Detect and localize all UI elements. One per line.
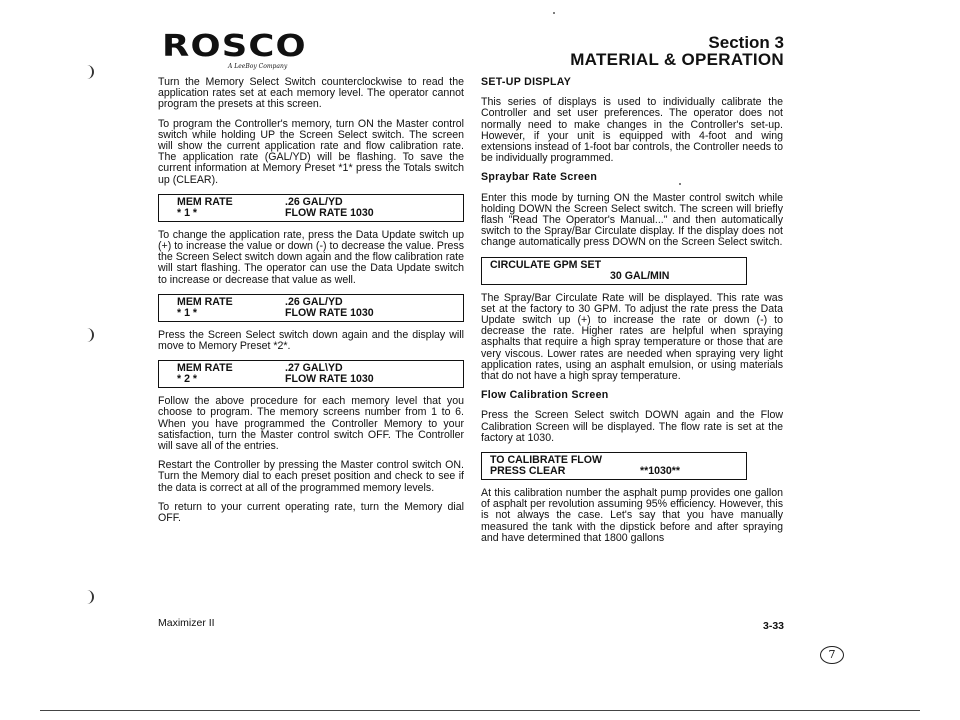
paragraph: Turn the Memory Select Switch counterclockwise to read the application rates set at each memory level. The operator cannot program the presets at this screen. — [158, 76, 464, 111]
section-number: Section 3 — [708, 33, 784, 52]
display-box-mem-1 — [158, 194, 464, 222]
display-text: FLOW RATE 1030 — [285, 373, 374, 386]
subheading: SET-UP DISPLAY — [481, 76, 572, 88]
display-text: TO CALIBRATE FLOW — [490, 454, 603, 467]
paragraph: Restart the Controller by pressing the Master control switch ON. Turn the Memory dial to each preset position and check to see if the data is correct at all of the programmed memory levels. — [158, 459, 464, 494]
paragraph: To return to your current operating rate, turn the Memory dial OFF. — [158, 500, 464, 525]
display-text: MEM RATE — [177, 195, 233, 208]
display-box-mem-2 — [158, 360, 464, 388]
display-text: .26 GAL/YD — [285, 295, 343, 308]
right-column — [481, 77, 783, 552]
footer-product: Maximizer II — [158, 617, 215, 629]
display-text: * 2 * — [177, 373, 198, 386]
paragraph: This series of displays is used to individually calibrate the Controller and set user preferences. The operator does not normally need to make changes in the Controller's set-up. However, if your unit is equipped with 4-foot and wing extensions instead of 1-foot bar controls, the Controller needs to be individually programmed. — [481, 96, 783, 165]
logo-subtitle: A LeeBoy Company — [228, 63, 288, 70]
display-text: MEM RATE — [177, 362, 233, 375]
display-text: .26 GAL/YD — [285, 195, 343, 208]
paragraph: To program the Controller's memory, turn ON the Master control switch while holding UP the Screen Select switch. The screen will show the current application rate and flow calibration rate. The application rate (GAL/YD) will be flashing. To save the current information at Memory Preset *1* press the Totals switch up (CLEAR). — [158, 117, 464, 186]
footer-page-number: 3-33 — [762, 620, 784, 632]
display-box-circulate — [481, 257, 747, 285]
paragraph: To change the application rate, press the Data Update switch up (+) to increase the value or down (-) to decrease the value. Press the Screen Select switch down again and the flow calibration rate will start flashing. The operator can use the Data Update switch to increase or decrease that value as well. — [158, 228, 464, 286]
display-text: FLOW RATE 1030 — [285, 306, 374, 319]
paragraph: Press the Screen Select switch DOWN again and the Flow Calibration Screen will be displayed. The flow rate is set at the factory at 1030. — [481, 409, 783, 444]
paragraph: At this calibration number the asphalt pump provides one gallon of asphalt per revolution assuming 95% efficiency. However, this is not always the case. Let's say that you have manually measured the tank with the dipstick before and after spraying and have determined that 1800 gallons — [481, 487, 783, 544]
display-text: * 1 * — [177, 206, 198, 219]
display-text: CIRCULATE GPM SET — [490, 258, 602, 271]
binder-hole-mark — [82, 590, 94, 604]
rosco-logo — [162, 29, 307, 72]
subheading: Flow Calibration Screen — [481, 389, 609, 402]
binder-hole-mark — [82, 328, 94, 342]
section-title: MATERIAL & OPERATION — [570, 50, 784, 69]
binder-hole-mark — [82, 65, 94, 79]
paragraph: Press the Screen Select switch down again and the display will move to Memory Preset *2*. — [158, 328, 464, 353]
display-text: 30 GAL/MIN — [610, 269, 670, 282]
display-text: FLOW RATE 1030 — [285, 206, 374, 219]
display-text: **1030** — [640, 465, 681, 478]
paragraph: Enter this mode by turning ON the Master control switch while holding DOWN the Screen Select switch. The screen will briefly flash "Read The Operator's Manual..." and then automatically switch to the Spray/Bar Circulate display. If the display does not change automatically press DOWN on the Screen Select switch. — [481, 191, 783, 249]
display-text: * 1 * — [177, 306, 198, 319]
display-text: .27 GAL\YD — [285, 362, 343, 375]
logo-wordmark: ROSCO — [162, 29, 307, 64]
display-text: MEM RATE — [177, 295, 233, 308]
paragraph: The Spray/Bar Circulate Rate will be displayed. This rate was set at the factory to 30 GPM. To adjust the rate press the Data Update switch up (+) to increase the rate or down (-) to decrease the rate. Higher rates are helpful when spraying asphalts that require a high spray temperature or those that are very viscous. Lower rates are needed when spraying very light application rates, using an asphalt emulsion, or using materials that do not have a high spray temperature. — [481, 291, 783, 383]
display-box-calibrate — [481, 452, 747, 480]
handwritten-page-mark: 7 — [820, 646, 844, 664]
scan-speck — [553, 12, 555, 14]
subheading: Spraybar Rate Screen — [481, 171, 598, 184]
scan-edge-line — [40, 710, 920, 711]
left-column — [158, 77, 464, 532]
display-text: PRESS CLEAR — [490, 465, 566, 478]
display-box-mem-1-flashing — [158, 294, 464, 322]
paragraph: Follow the above procedure for each memory level that you choose to program. The memory screens number from 1 to 6. When you have programmed the Controller Memory to your satisfaction, turn the Master control switch OFF. The Controller will save all of the entries. — [158, 395, 464, 453]
